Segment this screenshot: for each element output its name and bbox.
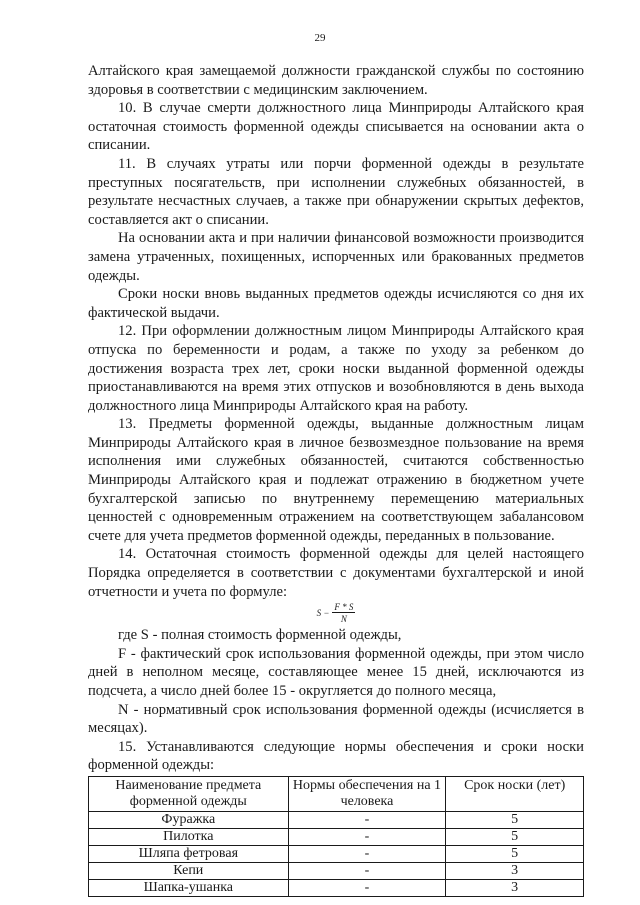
cell-term: 3 bbox=[446, 879, 584, 896]
page-number: 29 bbox=[314, 32, 326, 44]
formula-denominator: N bbox=[340, 614, 347, 625]
table-row bbox=[89, 828, 584, 845]
table-header-row bbox=[89, 776, 584, 811]
uniform-norms-table bbox=[88, 776, 584, 897]
cell-item: Пилотка bbox=[89, 828, 289, 845]
paragraph-11-replacement: На основании акта и при наличии финансовой возможности производится замена утраченных, похищенных, испорченных или бракованных предметов одежды. bbox=[88, 230, 584, 284]
cell-norm: - bbox=[288, 862, 446, 879]
cell-item: Шапка-ушанка bbox=[89, 879, 289, 896]
paragraph-11-wear-terms: Сроки носки вновь выданных предметов одежды исчисляются со дня их фактической выдачи. bbox=[88, 286, 584, 321]
definition-s: где S - полная стоимость форменной одежды, bbox=[118, 627, 402, 644]
cell-norm: - bbox=[288, 811, 446, 828]
cell-term: 3 bbox=[446, 862, 584, 879]
formula-lhs: S − bbox=[316, 608, 330, 619]
document-body bbox=[88, 62, 584, 897]
definition-f: F - фактический срок использования форменной одежды, при этом число дней в неполном месяце, составляющее менее 15 дней, исключаются из подсчета, а число дней более 15 - округляется до полного месяца, bbox=[88, 645, 584, 699]
paragraph-10: 10. В случае смерти должностного лица Минприроды Алтайского края остаточная стоимость форменной одежды списывается на основании акта о списании. bbox=[88, 100, 584, 154]
paragraph-13: 13. Предметы форменной одежды, выданные должностным лицам Минприроды Алтайского края в личное безвозмездное пользование на время исполнения ими служебных обязанностей, считаются собственностью Минприроды Алтайского края и подлежат отражению в бюджетном учете бухгалтерской записью по внутреннему перемещению материальных ценностей с одновременным отражением на соответствующем забалансовом счете для учета предметов форменной одежды, переданных в пользование. bbox=[88, 416, 584, 544]
formula-numerator: F * S bbox=[334, 602, 354, 613]
table-row bbox=[89, 879, 584, 896]
header-wear-term: Срок носки (лет) bbox=[446, 776, 584, 811]
cell-term: 5 bbox=[446, 811, 584, 828]
header-supply-norm: Нормы обеспечения на 1 человека bbox=[288, 776, 446, 811]
cell-norm: - bbox=[288, 879, 446, 896]
table-row bbox=[89, 862, 584, 879]
cell-term: 5 bbox=[446, 845, 584, 862]
cell-norm: - bbox=[288, 828, 446, 845]
formula-fraction bbox=[332, 602, 355, 624]
paragraph-continuation: Алтайского края замещаемой должности гражданской службы по состоянию здоровья в соответствии с медицинским заключением. bbox=[88, 63, 584, 98]
cell-term: 5 bbox=[446, 828, 584, 845]
paragraph-14: 14. Остаточная стоимость форменной одежды для целей настоящего Порядка определяется в соответствии с документами бухгалтерской и иной отчетности и учета по формуле: bbox=[88, 546, 584, 600]
cell-item: Шляпа фетровая bbox=[89, 845, 289, 862]
residual-value-formula bbox=[88, 602, 584, 624]
paragraph-12: 12. При оформлении должностным лицом Минприроды Алтайского края отпуска по беременности и родам, а также по уходу за ребенком до достижения возраста трех лет, сроки носки выданной форменной одежды приостанавливаются на время этих отпусков и возобновляются в день выхода должностного лица Минприроды Алтайского края на работу. bbox=[88, 323, 584, 414]
definition-n: N - нормативный срок использования форменной одежды (исчисляется в месяцах). bbox=[88, 701, 584, 737]
header-item-name: Наименование предмета форменной одежды bbox=[89, 776, 289, 811]
table-row bbox=[89, 845, 584, 862]
paragraph-15: 15. Устанавливаются следующие нормы обеспечения и сроки носки форменной одежды: bbox=[88, 738, 584, 774]
cell-norm: - bbox=[288, 845, 446, 862]
paragraph-11: 11. В случаях утраты или порчи форменной одежды в результате преступных посягательств, при исполнении служебных обязанностей, в результате несчастных случаев, а также при обнаружении скрытых дефектов, составляется акт о списании. bbox=[88, 155, 584, 228]
cell-item: Фуражка bbox=[89, 811, 289, 828]
cell-item: Кепи bbox=[89, 862, 289, 879]
table-row bbox=[89, 811, 584, 828]
